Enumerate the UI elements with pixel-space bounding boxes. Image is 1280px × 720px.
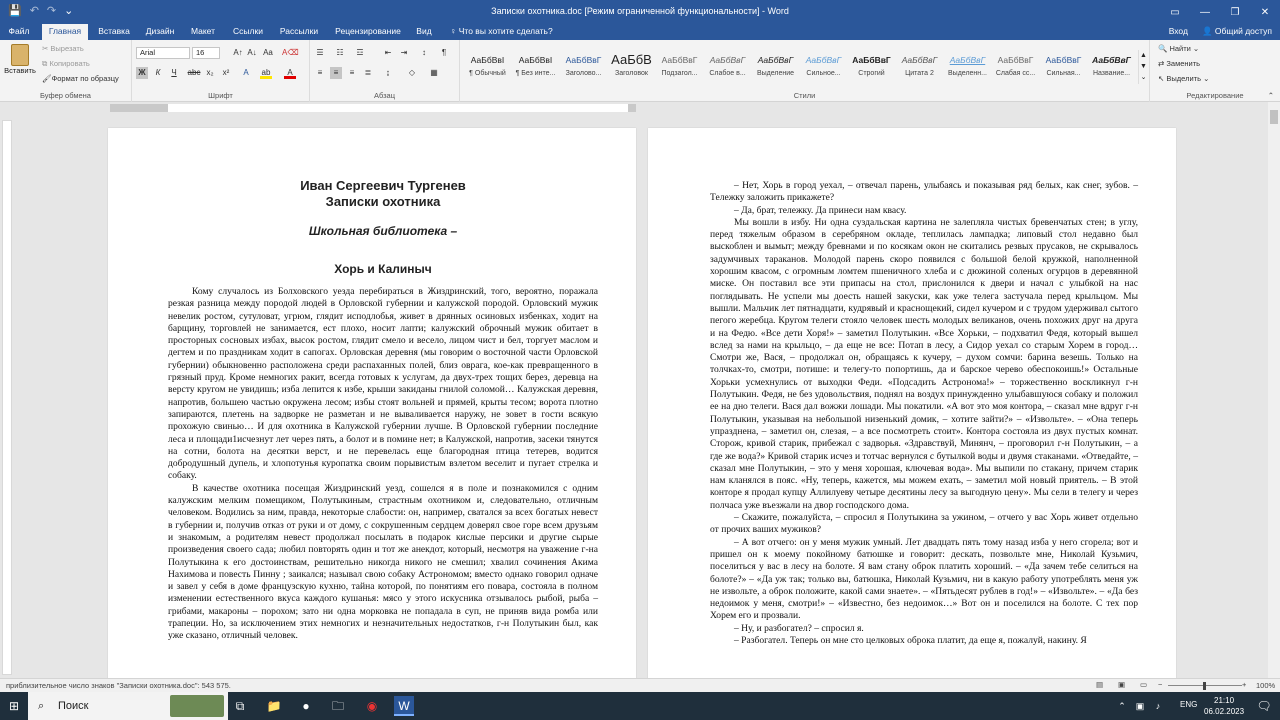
style-name: Цитата 2 bbox=[905, 70, 934, 77]
style-sample: АаБбВвГ bbox=[757, 55, 794, 65]
save-icon[interactable]: 💾 bbox=[8, 5, 22, 17]
styles-group-label: Стили bbox=[793, 91, 816, 100]
editing-group bbox=[1150, 40, 1280, 102]
italic-button[interactable]: К bbox=[155, 68, 161, 77]
style-sample: АаБбВ bbox=[611, 52, 652, 67]
paragraph-group-label: Абзац bbox=[373, 91, 396, 100]
style-intense-reference[interactable] bbox=[1040, 50, 1087, 84]
tab-view[interactable]: Вид bbox=[416, 26, 432, 36]
paragraph: – Нет, Хорь в город уехал, – отвечал парень, улыбаясь и показывая ряд белых, как снег, зубов. – Тележку заложить прикажете? bbox=[710, 180, 1138, 204]
style-sample: АаБбВвІ bbox=[470, 55, 505, 65]
style-sample: АаБбВвІ bbox=[518, 55, 553, 65]
clear-formatting-icon[interactable]: A⌫ bbox=[282, 48, 299, 57]
style-heading1[interactable] bbox=[560, 50, 607, 84]
style-name: ¶ Без инте... bbox=[515, 70, 556, 77]
style-sample: АаБбВвГ bbox=[901, 55, 938, 65]
style-name: Строгий bbox=[858, 70, 885, 77]
show-marks-icon[interactable]: ¶ bbox=[441, 48, 447, 57]
font-group-label: Шрифт bbox=[208, 91, 233, 100]
copy-button[interactable] bbox=[42, 59, 90, 69]
web-layout-icon[interactable]: ▭ bbox=[1140, 680, 1148, 689]
line-spacing-icon[interactable]: ↨ bbox=[386, 68, 390, 77]
style-sample: АаБбВвГ bbox=[852, 55, 891, 65]
chrome-icon[interactable]: ● bbox=[302, 699, 310, 713]
style-sample: АаБбВвГ bbox=[565, 55, 602, 65]
cut-button[interactable] bbox=[42, 44, 84, 53]
style-subtle-emphasis[interactable] bbox=[704, 50, 751, 84]
justify-icon[interactable]: ≣ bbox=[364, 68, 372, 77]
style-no-spacing[interactable] bbox=[512, 50, 559, 84]
borders-icon[interactable]: ▦ bbox=[430, 68, 438, 77]
font-group bbox=[132, 40, 310, 102]
style-name: Выделенн... bbox=[948, 70, 987, 77]
window-title: Записки охотника.doc [Режим ограниченной функциональности] - Word bbox=[491, 6, 789, 16]
lightbulb-icon: ♀ bbox=[450, 26, 459, 36]
sort-icon[interactable]: ↕ bbox=[422, 48, 426, 57]
scrollbar-thumb[interactable] bbox=[1270, 110, 1278, 124]
task-view-icon[interactable]: ⧉ bbox=[235, 699, 245, 713]
read-mode-icon[interactable]: ▤ bbox=[1096, 680, 1104, 689]
style-name: Слабая сс... bbox=[995, 70, 1036, 77]
close-button[interactable]: ✕ bbox=[1260, 6, 1270, 18]
format-painter-label: Формат по образцу bbox=[51, 74, 119, 83]
replace-label: Заменить bbox=[1166, 59, 1201, 68]
style-sample: АаБбВвГ bbox=[661, 55, 698, 65]
style-quote[interactable] bbox=[896, 50, 943, 84]
highlight-icon[interactable]: ab bbox=[261, 68, 271, 77]
multilevel-list-icon[interactable]: ☲ bbox=[356, 48, 364, 57]
chapter-title: Хорь и Калиныч bbox=[334, 262, 432, 276]
ruler-left-margin bbox=[110, 104, 168, 112]
sign-in-link[interactable]: Вход bbox=[1168, 26, 1188, 36]
customize-qat-icon[interactable]: ⌄ bbox=[64, 5, 74, 17]
person-icon: 👤 bbox=[1201, 26, 1215, 36]
style-name: Выделение bbox=[756, 70, 795, 77]
clipboard-group-label: Буфер обмена bbox=[40, 91, 91, 100]
undo-icon[interactable]: ↶ bbox=[29, 5, 39, 17]
brush-icon: 🖌 bbox=[42, 74, 52, 83]
style-name: Заголово... bbox=[565, 70, 602, 77]
paste-label: Вставить bbox=[4, 66, 36, 75]
superscript-button[interactable]: x² bbox=[222, 68, 230, 77]
tab-review[interactable]: Рецензирование bbox=[335, 26, 401, 36]
redo-icon[interactable]: ↷ bbox=[46, 5, 57, 17]
style-normal[interactable] bbox=[464, 50, 511, 84]
page-1[interactable] bbox=[108, 128, 636, 678]
ribbon-tabs bbox=[0, 24, 1280, 40]
taskbar-search[interactable] bbox=[28, 692, 228, 720]
find-button[interactable]: 🔍 Найти ⌄ bbox=[1158, 44, 1200, 53]
font-color-icon[interactable]: A bbox=[284, 67, 296, 79]
paragraph: – Скажите, пожалуйста, – спросил я Полутыкина за ужином, – отчего у вас Хорь живет отдельно от прочих ваших мужиков? bbox=[710, 512, 1138, 536]
text-effects-icon[interactable]: A bbox=[243, 68, 249, 77]
cut-label: Вырезать bbox=[50, 44, 84, 53]
horizontal-ruler[interactable] bbox=[0, 102, 1280, 114]
series-title: Школьная библиотека – bbox=[308, 224, 458, 238]
style-strong[interactable] bbox=[848, 50, 895, 84]
style-sample: АаБбВвГ bbox=[1092, 55, 1131, 65]
taskbar bbox=[0, 692, 1280, 720]
record-icon[interactable]: ◉ bbox=[366, 699, 378, 713]
tab-file[interactable]: Файл bbox=[8, 26, 30, 36]
zoom-level[interactable]: 100% bbox=[1256, 681, 1276, 690]
collapse-ribbon-icon[interactable]: ⌃ bbox=[1267, 91, 1274, 100]
align-left-icon[interactable]: ≡ bbox=[317, 68, 323, 77]
search-icon: ⌕ bbox=[38, 700, 45, 712]
tab-insert[interactable]: Вставка bbox=[98, 26, 130, 36]
align-right-icon[interactable]: ≡ bbox=[349, 68, 355, 77]
shading-icon[interactable]: ◇ bbox=[408, 68, 416, 77]
share-button[interactable] bbox=[1202, 24, 1272, 39]
start-windows-icon[interactable]: ⊞ bbox=[8, 699, 20, 713]
tab-mailings[interactable]: Рассылки bbox=[279, 26, 319, 36]
notifications-icon[interactable]: 🗨 bbox=[1256, 699, 1272, 713]
vertical-ruler[interactable] bbox=[2, 120, 12, 675]
tell-me-text: Что вы хотите сделать? bbox=[458, 26, 553, 36]
paragraph: – Да, брат, тележку. Да принеси нам квасу. bbox=[734, 204, 907, 216]
zoom-in-icon[interactable]: + bbox=[1242, 680, 1247, 689]
style-name: Название... bbox=[1092, 70, 1131, 77]
title-bar bbox=[0, 0, 1280, 24]
decrease-indent-icon[interactable]: ⇤ bbox=[384, 48, 392, 57]
document-area[interactable] bbox=[14, 114, 1266, 678]
file-explorer-icon[interactable]: 📁 bbox=[266, 699, 282, 713]
copy-label: Копировать bbox=[49, 59, 90, 68]
style-name: Слабое в... bbox=[709, 70, 746, 77]
increase-indent-icon[interactable]: ⇥ bbox=[400, 48, 408, 57]
change-case-icon[interactable]: Aa bbox=[263, 48, 273, 57]
tray-expand-icon[interactable]: ⌃ bbox=[1118, 701, 1126, 711]
ribbon-display-options-icon[interactable]: ▭ bbox=[1170, 6, 1180, 18]
clock-date: 06.02.2023 bbox=[1204, 707, 1245, 716]
style-sample: АаБбВвГ bbox=[805, 55, 842, 65]
select-label: Выделить bbox=[1166, 74, 1201, 83]
zoom-slider-thumb[interactable] bbox=[1203, 682, 1206, 690]
volume-icon[interactable]: ♪ bbox=[1155, 701, 1161, 711]
replace-button[interactable] bbox=[1158, 59, 1200, 68]
numbering-icon[interactable]: ☷ bbox=[336, 48, 344, 57]
style-sample: АаБбВвГ bbox=[997, 55, 1034, 65]
status-bar bbox=[0, 678, 1280, 692]
style-name: ¶ Обычный bbox=[469, 70, 506, 77]
paragraph: – Ну, и разбогател? – спросил я. bbox=[734, 622, 864, 634]
tab-layout[interactable]: Макет bbox=[190, 26, 216, 36]
style-subtitle[interactable] bbox=[656, 50, 703, 84]
styles-group bbox=[460, 40, 1150, 102]
format-painter-button[interactable] bbox=[42, 74, 119, 83]
paragraph: В качестве охотника посещая Жиздринский уезд, сошелся я в поле и познакомился с одним калужским мелким помещиком, Полутыкиным, страстным охотником и, следовательно, отличным человеком. Водились за ним, правда, некоторые слабости: он, например, сватался за всех богатых невест в губернии и, получив отказ от руки и от дому, с сокрушенным сердцем доверял свое горе всем друзьям и знакомым, а родителям невест продолжал посылать в подарок кислые персики и другие сырые произведения своего сада; любил повторять один и тот же анекдот, который, несмотря на уважение г-на Полутыкина к его достоинствам, решительно никогда никого не смешил; хвалил сочинения Акима Нахимова и повесть Пинну ; заикался; называл свою собаку Астрономом; вместо однако говорил одначе и завел у себя в доме французскую кухню, тайна которой, по понятиям его повара, состояла в полном изменении естественного вкуса каждого кушанья: мясо у этого искусника отзывалось рыбой, рыба – грибами, макароны – порохом; зато ни одна морковка не попадала в суп, не приняв вида ромба или трапеции. Но, за исключением этих немногих и незначительных недостатков, г-н Полутыкин был, как уже сказано, отличный человек. bbox=[168, 482, 598, 642]
bold-button[interactable]: Ж bbox=[136, 67, 148, 79]
ruler-track bbox=[168, 104, 628, 112]
tab-references[interactable]: Ссылки bbox=[233, 26, 263, 36]
style-name: Заголовок bbox=[615, 70, 648, 77]
word-count-status[interactable]: приблизительное число знаков "Записки охотника.doc": 543 575. bbox=[6, 681, 231, 690]
word-taskbar-icon[interactable]: W bbox=[394, 696, 414, 716]
style-emphasis[interactable] bbox=[752, 50, 799, 84]
underline-button[interactable]: Ч bbox=[171, 68, 177, 77]
clock-time: 21:10 bbox=[1214, 696, 1235, 705]
style-sample: АаБбВвГ bbox=[949, 55, 986, 65]
align-center-icon[interactable]: ≡ bbox=[330, 67, 342, 79]
style-subtle-reference[interactable] bbox=[992, 50, 1039, 84]
style-book-title[interactable] bbox=[1088, 50, 1135, 84]
print-layout-icon[interactable]: ▣ bbox=[1118, 680, 1126, 689]
select-button[interactable]: ↖ Выделить ⌄ bbox=[1158, 74, 1210, 83]
vertical-scrollbar[interactable] bbox=[1268, 102, 1280, 678]
font-size-combo[interactable]: 16 bbox=[192, 47, 220, 59]
share-label: Общий доступ bbox=[1214, 26, 1272, 36]
strikethrough-button[interactable]: abc bbox=[187, 68, 201, 77]
folder-icon[interactable]: 🗀 bbox=[331, 699, 344, 713]
shrink-font-icon[interactable]: A↓ bbox=[247, 48, 257, 57]
page-2[interactable] bbox=[648, 128, 1176, 678]
style-name: Сильное... bbox=[806, 70, 841, 77]
taskbar-search-label: Поиск bbox=[58, 700, 89, 712]
styles-scroll[interactable]: ▲ ▼ ⌄ bbox=[1138, 50, 1148, 84]
grow-font-icon[interactable]: A↑ bbox=[233, 48, 243, 57]
copy-icon: ⧉ bbox=[42, 59, 50, 68]
style-sample: АаБбВвГ bbox=[709, 55, 746, 65]
scissors-icon: ✂ bbox=[42, 44, 51, 53]
paragraph: – А вот отчего: он у меня мужик умный. Лет двадцать пять тому назад изба у него сгорела; вот и пришел он к моему покойному батюшке и говорит: дескать, позвольте мне, Николай Кузьмич, поселиться у вас в лесу на болоте. Я вам стану оброк платить хороший. – «Да зачем тебе селиться на болоте?» – «Да уж так; только вы, батюшка, Николай Кузьмич, ни в какую работу употреблять меня уж не извольте, а оброк положите, какой сами знаете». – «Пятьдесят рублев в год!» – «Извольте». – «Да без недоимок у меня, смотри!» – «Известно, без недоимок…» Вот он и поселился на болоте. С тех пор Хорем его и прозвали. bbox=[710, 536, 1138, 622]
tell-me-box[interactable] bbox=[450, 24, 562, 40]
style-sample: АаБбВвГ bbox=[1045, 55, 1082, 65]
style-intense-quote[interactable] bbox=[944, 50, 991, 84]
paragraph: – Разбогател. Теперь он мне сто целковых оброка платит, да еще я, пожалуй, накину. Я bbox=[734, 634, 1087, 646]
clock[interactable] bbox=[1204, 695, 1244, 717]
bullets-icon[interactable]: ☰ bbox=[316, 48, 324, 57]
ribbon bbox=[0, 40, 1280, 102]
zoom-out-icon[interactable]: − bbox=[1158, 680, 1163, 689]
style-intense-emphasis[interactable] bbox=[800, 50, 847, 84]
paragraph: Кому случалось из Болховского уезда перебираться в Жиздринский, того, вероятно, поражала резкая разница между породой людей в Орловской губернии и калужской породой. Орловский мужик невелик ростом, сутуловат, угрюм, глядит исподлобья, живет в дрянных осиновых избенках, ходит на барщину, торговлей не занимается, ест плохо, носит лапти; калужский оброчный мужик обитает в просторных сосновых избах, высок ростом, глядит смело и весело, лицом чист и бел, торгует маслом и дегтем и по праздникам ходит в сапогах. Орловская деревня (мы говорим о восточной части Орловской губернии) обыкновенно расположена среди распаханных полей, близ оврага, кое-как превращенного в грязный пруд. Кроме немногих ракит, всегда готовых к услугам, да двух-трех тощих берез, деревца на версту кругом не увидишь; изба лепится к избе, крыши закиданы гнилой соломой… Калужская деревня, напротив, большею частью окружена лесом; избы стоят вольней и прямей, крыты тесом; ворота плотно запираются, плетень на задворке не разметан и не вываливается наружу, не зовет в гости всякую прохожую свинью… И для охотника в Калужской губернии лучше. В Орловской губернии последние леса и площади1исчезнут лет через пять, а болот и в помине нет; в Калужской, напротив, засеки тянутся на сотни, болота на десятки верст, и не перевелась еще благородная птица тетерев, водится добродушный дупель, и хлопотунья куропатка своим порывистым взлетом веселит и пугает стрелка и собаку. bbox=[168, 286, 598, 482]
minimize-button[interactable]: — bbox=[1200, 6, 1210, 18]
clipboard-icon bbox=[11, 44, 29, 66]
search-highlight-image bbox=[170, 695, 224, 717]
font-name-combo[interactable]: Arial bbox=[136, 47, 190, 59]
paragraph-group bbox=[310, 40, 460, 102]
magnifier-icon: 🔍 bbox=[1158, 44, 1170, 53]
style-title[interactable] bbox=[608, 50, 655, 84]
clipboard-group bbox=[0, 40, 132, 102]
ruler-right-margin bbox=[628, 104, 636, 112]
paragraph: Мы вошли в избу. Ни одна суздальская картина не залепляла чистых бревенчатых стен; в углу, перед тяжелым образом в серебряном окладе, теплилась лампадка; липовый стол недавно был выскоблен и вымыт; между бревнами и по косякам окон не скитались резвых прусаков, не скрывалось задумчивых тараканов. Молодой парень скоро появился с большой белой кружкой, наполненной хорошим квасом, с огромным ломтем пшеничного хлеба и с дюжиной соленых огурцов в деревянной миске. Он поставил все эти припасы на стол, прислонился к двери и начал с улыбкой на нас поглядывать. Не успели мы доесть нашей закуски, как уже телега застучала перед крыльцом. Мы вышли. Мальчик лет пятнадцати, кудрявый и краснощекий, сидел кучером и с трудом удерживал сытого пегого жеребца. Кругом телеги стояло человек шесть молодых великанов, очень похожих друг на друга и на Федю. «Все дети Хоря!» – заметил Полутыкин. «Все Хорьки, – подхватил Федя, который вышел вслед за нами на крыльцо, – да еще не все: Потап в лесу, а Сидор уехал со старым Хорем в город… Смотри же, Вася, – продолжал он, обращаясь к кучеру, – духом сомчи: барина везешь. Только на толчках-то, смотри, потише: и телегу-то попортишь, да и барское черево обеспокоишь!» Остальные Хорьки усмехнулись от выходки Феди. «Подсадить Астронома!» – торжественно воскликнул г-н Полутыкин. Федя, не без удовольствия, поднял на воздух принужденно улыбавшуюся собаку и положил ее на дно телеги. Вася дал вожжи лошади. Мы покатили. «А вот это моя контора, – сказал мне вдруг г-н Полутыкин, указывая на небольшой низенький домик, – хотите зайти?» – «Извольте». – «Она теперь упразднена, – заметил он, слезая, – а все посмотреть стоит». Контора состояла из двух пустых комнат. Сторож, кривой старик, прибежал с задворья. «Здравствуй, Минянч, – проговорил г-н Полутыкин, – а где же вода?» Кривой старик исчез и тотчас вернулся с бутылкой воды и двумя стаканами. «Отведайте, – сказал мне Полутыкин, – это у меня хорошая, ключевая вода». Мы выпили по стакану, причем старик нам кланялся в пояс. «Ну, теперь, кажется, мы можем ехать, – заметил мой новый приятель. – В этой конторе я продал купцу Аллилуеву четыре десятины лесу за выгодную цену». Мы сели в телегу и через полчаса уже въезжали на двор господского дома. bbox=[710, 216, 1138, 511]
network-icon[interactable]: ▣ bbox=[1135, 701, 1145, 711]
restore-button[interactable]: ❐ bbox=[1230, 6, 1240, 18]
find-label: Найти bbox=[1169, 44, 1191, 53]
tab-design[interactable]: Дизайн bbox=[145, 26, 175, 36]
style-name: Подзагол... bbox=[661, 70, 698, 77]
document-title: Записки охотника bbox=[325, 194, 441, 209]
language-indicator[interactable]: ENG bbox=[1180, 700, 1198, 709]
cursor-icon: ↖ bbox=[1158, 74, 1167, 83]
style-name: Сильная... bbox=[1046, 70, 1081, 77]
tab-home[interactable]: Главная bbox=[42, 24, 88, 40]
paste-button[interactable] bbox=[4, 44, 36, 75]
document-author: Иван Сергеевич Тургенев bbox=[300, 178, 466, 193]
subscript-button[interactable]: x₂ bbox=[206, 68, 214, 77]
editing-group-label: Редактирование bbox=[1186, 91, 1244, 100]
replace-icon: ⇄ bbox=[1158, 59, 1167, 68]
